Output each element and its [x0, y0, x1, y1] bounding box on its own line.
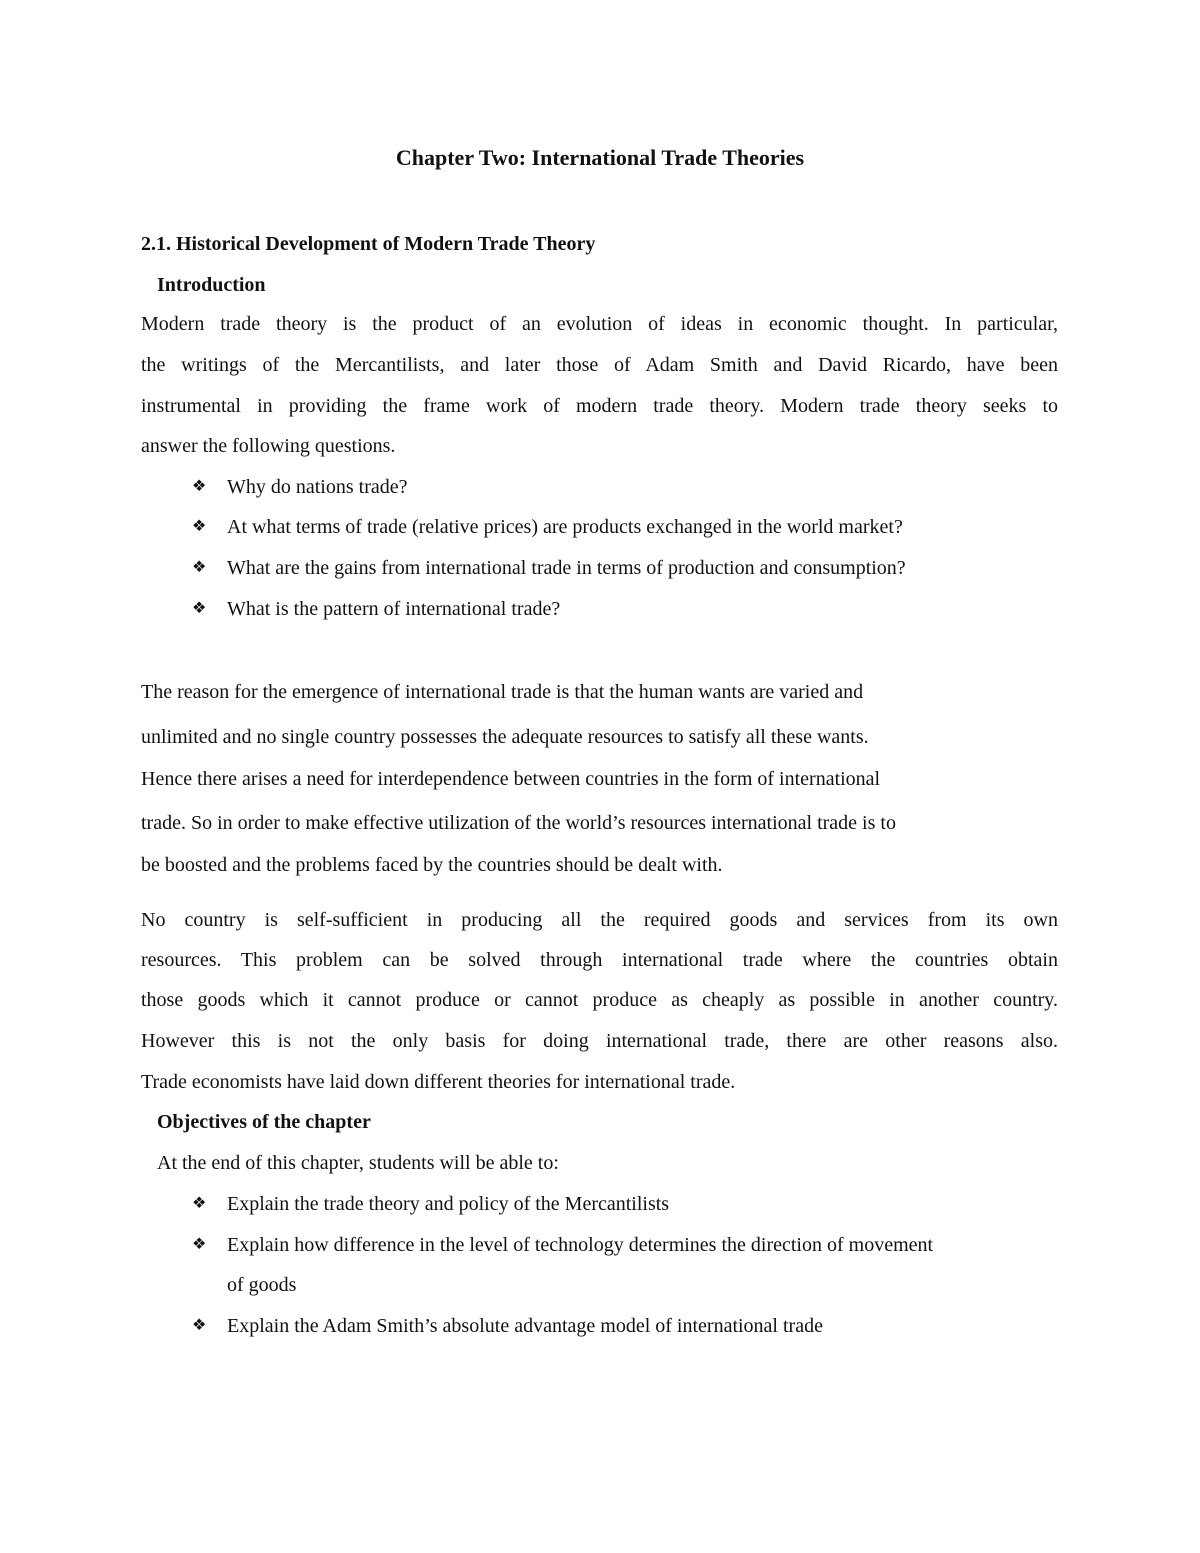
question-item: Why do nations trade? [227, 476, 408, 498]
paragraph-line: unlimited and no single country possesses the adequate resources to satisfy all these wants. [141, 726, 869, 748]
paragraph-line: trade. So in order to make effective utilization of the world’s resources international trade is to [141, 812, 896, 834]
diamond-bullet-icon: ❖ [192, 1195, 207, 1212]
diamond-bullet-icon: ❖ [192, 518, 207, 535]
objectives-intro: At the end of this chapter, students will be able to: [157, 1152, 559, 1174]
objective-item-continued: of goods [227, 1274, 297, 1296]
paragraph-line: resources. This problem can be solved through international trade where the countries obtain [141, 949, 1058, 971]
paragraph-line: the writings of the Mercantilists, and later those of Adam Smith and David Ricardo, have been [141, 354, 1058, 376]
chapter-title: Chapter Two: International Trade Theories [395, 145, 805, 170]
question-item: What is the pattern of international trade? [227, 598, 561, 620]
paragraph-line: Hence there arises a need for interdependence between countries in the form of international [141, 768, 881, 790]
diamond-bullet-icon: ❖ [192, 1317, 207, 1334]
diamond-bullet-icon: ❖ [192, 1236, 207, 1253]
objectives-heading: Objectives of the chapter [157, 1111, 371, 1133]
diamond-bullet-icon: ❖ [192, 600, 207, 617]
intro-heading: Introduction [157, 274, 266, 296]
diamond-bullet-icon: ❖ [192, 478, 207, 495]
objective-item: Explain the trade theory and policy of the Mercantilists [227, 1193, 670, 1215]
paragraph-line: instrumental in providing the frame work of modern trade theory. Modern trade theory seeks to [141, 395, 1058, 417]
section-heading: 2.1. Historical Development of Modern Trade Theory [141, 233, 596, 255]
paragraph-line: No country is self-sufficient in producing all the required goods and services from its own [141, 909, 1058, 931]
paragraph-line: Modern trade theory is the product of an evolution of ideas in economic thought. In particular, [141, 313, 1058, 335]
paragraph-line: However this is not the only basis for doing international trade, there are other reasons also. [141, 1030, 1058, 1052]
question-item: At what terms of trade (relative prices) are products exchanged in the world market? [227, 516, 903, 538]
paragraph-line: Trade economists have laid down different theories for international trade. [141, 1071, 736, 1093]
paragraph-line: those goods which it cannot produce or cannot produce as cheaply as possible in another country. [141, 989, 1058, 1011]
paragraph-line: answer the following questions. [141, 435, 396, 457]
question-item: What are the gains from international trade in terms of production and consumption? [227, 557, 906, 579]
paragraph-line: be boosted and the problems faced by the countries should be dealt with. [141, 854, 723, 876]
paragraph-line: The reason for the emergence of international trade is that the human wants are varied and [141, 681, 864, 703]
objective-item: Explain the Adam Smith’s absolute advantage model of international trade [227, 1315, 823, 1337]
objective-item: Explain how difference in the level of technology determines the direction of movement [227, 1234, 934, 1256]
diamond-bullet-icon: ❖ [192, 559, 207, 576]
